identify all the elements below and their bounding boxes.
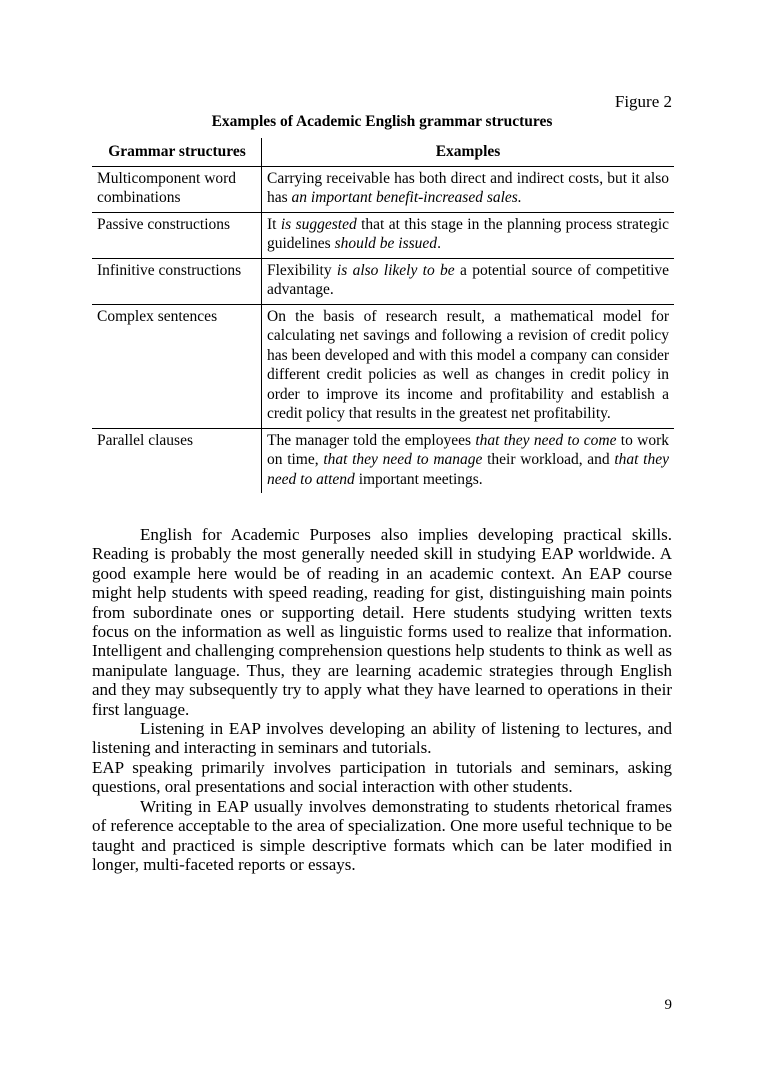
example-text: to work on time, xyxy=(267,431,670,468)
paragraph: English for Academic Purposes also implies developing practical skills. Reading is probably the most generally needed skill in studying EAP worldwide. A good example here would be of reading in an academic context. An EAP course might help students with speed reading, reading for gist, distinguishing main points from subordinate ones or supporting detail. Here students studying written texts focus on the information as well as linguistic forms used to realize that information. Intelligent and challenging comprehension questions help students to think as well as manipulate language. Thus, they are learning academic strategies through English and they may subsequently try to apply what they have learned to operations in their first language. xyxy=(92,525,672,719)
example-cell xyxy=(262,304,675,428)
header-grammar-structures: Grammar structures xyxy=(92,138,262,166)
body-text xyxy=(92,525,672,874)
example-italic-text: that they need to attend xyxy=(267,451,669,488)
example-text: On the basis of research result, a mathematical model for calculating net savings and following a revision of credit policy has been developed and with this model a company can consider different credit policies as well as changes in credit policy in order to improve its income and profitability and establish a credit policy that results in the greatest net profitability. xyxy=(267,307,669,422)
example-italic-text: that they need to come xyxy=(475,431,617,449)
table-title: Examples of Academic English grammar structures xyxy=(211,113,553,130)
table-row xyxy=(92,428,674,493)
header-examples: Examples xyxy=(262,138,675,166)
example-text: It xyxy=(267,215,281,233)
grammar-structures-table xyxy=(92,138,674,493)
table-row xyxy=(92,258,674,304)
example-text: that at this stage in the planning process strategic guidelines xyxy=(267,215,670,252)
example-text: a potential source of competitive advantage. xyxy=(267,261,670,298)
example-text: The manager told the employees xyxy=(267,431,476,449)
grammar-structure-cell: Complex sentences xyxy=(92,304,262,428)
table-row xyxy=(92,304,674,428)
figure-label: Figure 2 xyxy=(614,92,672,111)
paragraph: EAP speaking primarily involves participation in tutorials and seminars, asking questions, oral presentations and social interaction with other students. xyxy=(92,757,672,797)
example-text: their workload, and xyxy=(482,451,615,468)
example-cell xyxy=(262,428,675,493)
example-text: Carrying receivable has both direct and indirect costs, but it also has xyxy=(267,169,669,206)
paragraph: Listening in EAP involves developing an ability of listening to lectures, and listening and interacting in seminars and tutorials. xyxy=(92,719,672,758)
example-italic-text: that they need to manage xyxy=(323,451,483,468)
example-text: important meetings. xyxy=(354,470,483,488)
table-row xyxy=(92,212,674,258)
grammar-structure-cell: Multicomponent word combinations xyxy=(92,166,262,212)
table-row xyxy=(92,166,674,212)
page-number: 9 xyxy=(664,997,672,1013)
grammar-structure-cell: Passive constructions xyxy=(92,212,262,258)
example-italic-text: an important benefit-increased sales. xyxy=(291,189,522,206)
example-cell xyxy=(262,166,675,212)
grammar-structure-cell: Infinitive constructions xyxy=(92,258,262,304)
example-italic-text: is suggested xyxy=(280,215,357,233)
example-cell xyxy=(262,212,675,258)
example-italic-text: is also likely to be xyxy=(336,261,455,279)
table-header-row xyxy=(92,138,674,166)
example-text: . xyxy=(437,235,441,252)
paragraph: Writing in EAP usually involves demonstrating to students rhetorical frames of reference acceptable to the area of specialization. One more useful technique to be taught and practiced is simple descriptive formats which can be later modified in longer, multi-faceted reports or essays. xyxy=(92,796,672,874)
example-text: Flexibility xyxy=(267,261,337,279)
example-italic-text: should be issued xyxy=(334,235,438,252)
grammar-structure-cell: Parallel clauses xyxy=(92,428,262,493)
example-cell xyxy=(262,258,675,304)
